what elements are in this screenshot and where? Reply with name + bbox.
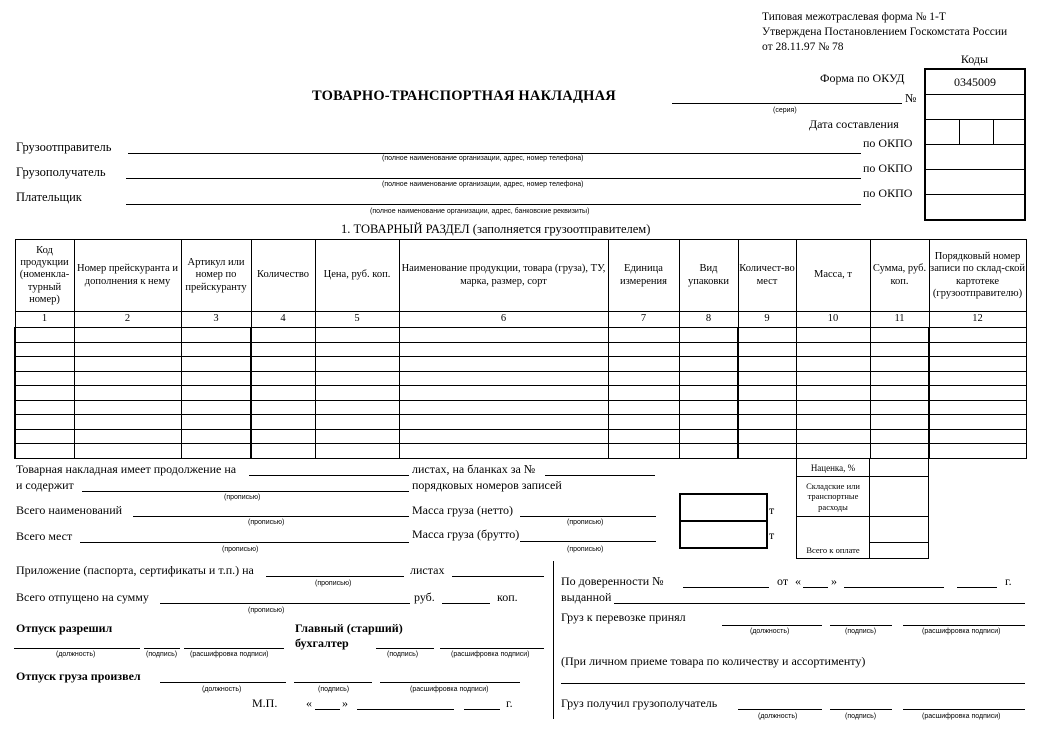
goods-cell[interactable]: [15, 415, 74, 430]
goods-cell[interactable]: [796, 386, 870, 401]
goods-cell[interactable]: [679, 444, 738, 459]
personal-label: (При личном приеме товара по количеству и ассортименту): [561, 654, 866, 668]
codes-title: Коды: [960, 52, 989, 66]
personal-line[interactable]: [561, 683, 1025, 684]
column-separator: [553, 561, 554, 719]
goods-cell[interactable]: [251, 429, 315, 444]
form-note-line1: Типовая межотраслевая форма № 1-Т: [762, 11, 946, 23]
total-released-label: Всего отпущено на сумму: [16, 590, 149, 604]
goods-cell[interactable]: [870, 357, 929, 372]
release-allowed-label: Отпуск разрешил: [16, 621, 113, 635]
goods-cell[interactable]: [796, 444, 870, 459]
goods-cell[interactable]: [870, 415, 929, 430]
goods-cell[interactable]: [181, 429, 251, 444]
received-name-hint: (расшифровка подписи): [922, 713, 1001, 720]
goods-cell[interactable]: [796, 415, 870, 430]
total-places-label: Всего мест: [16, 529, 73, 543]
goods-cell[interactable]: [74, 342, 181, 357]
received-position-hint: (должность): [758, 713, 798, 720]
chief-accountant-label: Главный (старший) бухгалтер: [295, 621, 403, 650]
markup-value[interactable]: [870, 459, 929, 477]
col-number-9: 9: [738, 312, 796, 328]
col-header-12: Порядковый номер записи по склад-ской картотеке (грузоотправителю): [929, 240, 1026, 312]
mass-box-divider: [681, 520, 766, 522]
col-header-4: Количество: [251, 240, 315, 312]
goods-cell[interactable]: [870, 429, 929, 444]
goods-cell[interactable]: [796, 328, 870, 343]
goods-cell[interactable]: [181, 357, 251, 372]
release-made-label: Отпуск груза произвел: [16, 669, 141, 683]
total-names-line[interactable]: [133, 516, 409, 517]
section-title: 1. ТОВАРНЫЙ РАЗДЕЛ (заполняется грузоотправителем): [341, 222, 651, 236]
totals-spacer: [797, 517, 870, 543]
goods-rows: [15, 328, 1026, 459]
release-allowed-name-hint: (расшифровка подписи): [190, 651, 269, 658]
contains-line[interactable]: [82, 491, 409, 492]
goods-cell[interactable]: [181, 415, 251, 430]
goods-cell[interactable]: [870, 444, 929, 459]
goods-cell[interactable]: [315, 357, 399, 372]
series-hint: (серия): [773, 107, 797, 114]
accepted-position-line[interactable]: [722, 625, 822, 626]
goods-row: [15, 429, 1026, 444]
goods-cell[interactable]: [608, 400, 679, 415]
goods-cell[interactable]: [15, 400, 74, 415]
release-allowed-name-line[interactable]: [184, 648, 284, 649]
goods-cell[interactable]: [608, 357, 679, 372]
goods-cell[interactable]: [181, 328, 251, 343]
col-header-10: Масса, т: [796, 240, 870, 312]
proxy-number-line[interactable]: [683, 587, 769, 588]
goods-cell[interactable]: [738, 400, 796, 415]
goods-cell[interactable]: [929, 400, 1026, 415]
goods-cell[interactable]: [679, 371, 738, 386]
okpo-consignee-cell[interactable]: [925, 170, 1025, 195]
goods-cell[interactable]: [679, 357, 738, 372]
goods-cell[interactable]: [929, 328, 1026, 343]
goods-cell[interactable]: [15, 444, 74, 459]
goods-row: [15, 357, 1026, 372]
date-label: Дата составления: [809, 117, 899, 131]
attachment-hint: (прописью): [315, 580, 352, 587]
accountant-sign-hint: (подпись): [387, 651, 419, 658]
goods-cell[interactable]: [15, 357, 74, 372]
goods-cell[interactable]: [738, 328, 796, 343]
goods-cell[interactable]: [251, 342, 315, 357]
goods-cell[interactable]: [608, 415, 679, 430]
goods-cell[interactable]: [315, 444, 399, 459]
goods-cell[interactable]: [738, 386, 796, 401]
col-header-2: Номер прейскуранта и дополнения к нему: [74, 240, 181, 312]
goods-cell[interactable]: [315, 429, 399, 444]
goods-cell[interactable]: [74, 444, 181, 459]
kop-line[interactable]: [442, 603, 490, 604]
goods-cell[interactable]: [181, 386, 251, 401]
goods-cell[interactable]: [399, 444, 608, 459]
accepted-position-hint: (должность): [750, 628, 790, 635]
okud-code[interactable]: 0345009: [925, 69, 1025, 95]
okpo-shipper-cell[interactable]: [925, 145, 1025, 170]
forms-number-line[interactable]: [545, 475, 655, 476]
goods-cell[interactable]: [74, 386, 181, 401]
col-number-4: 4: [251, 312, 315, 328]
issued-line[interactable]: [614, 603, 1025, 604]
goods-cell[interactable]: [399, 429, 608, 444]
goods-cell[interactable]: [608, 371, 679, 386]
goods-cell[interactable]: [738, 342, 796, 357]
consignee-label: Грузополучатель: [16, 165, 106, 179]
goods-cell[interactable]: [608, 328, 679, 343]
goods-cell[interactable]: [315, 386, 399, 401]
release-date-close: »: [342, 696, 348, 710]
accepted-sign-hint: (подпись): [845, 628, 877, 635]
date-year-cell[interactable]: [994, 120, 1026, 145]
goods-cell[interactable]: [15, 429, 74, 444]
date-month-cell[interactable]: [960, 120, 994, 145]
series-line[interactable]: [672, 103, 902, 104]
goods-cell[interactable]: [251, 400, 315, 415]
release-year-label: г.: [506, 696, 513, 710]
release-allowed-position-line[interactable]: [14, 648, 140, 649]
goods-cell[interactable]: [608, 429, 679, 444]
release-made-position-hint: (должность): [202, 686, 242, 693]
goods-cell[interactable]: [315, 342, 399, 357]
proxy-date-close: »: [831, 574, 837, 588]
goods-cell[interactable]: [796, 357, 870, 372]
goods-cell[interactable]: [315, 371, 399, 386]
doc-number-cell[interactable]: [925, 95, 1025, 120]
goods-cell[interactable]: [315, 415, 399, 430]
mass-gross-line[interactable]: [520, 541, 656, 542]
col-number-1: 1: [15, 312, 74, 328]
goods-cell[interactable]: [315, 328, 399, 343]
total-places-line[interactable]: [80, 542, 409, 543]
goods-row: [15, 386, 1026, 401]
goods-row: [15, 400, 1026, 415]
mass-net-label: Масса груза (нетто): [412, 503, 514, 517]
release-made-sign-hint: (подпись): [318, 686, 350, 693]
mass-net-line[interactable]: [520, 516, 656, 517]
goods-cell[interactable]: [399, 400, 608, 415]
goods-cell[interactable]: [181, 342, 251, 357]
goods-cell[interactable]: [738, 429, 796, 444]
goods-cell[interactable]: [870, 328, 929, 343]
markup-label: Наценка, %: [797, 459, 870, 477]
goods-cell[interactable]: [399, 371, 608, 386]
goods-cell[interactable]: [15, 371, 74, 386]
goods-cell[interactable]: [74, 328, 181, 343]
goods-cell[interactable]: [251, 415, 315, 430]
goods-cell[interactable]: [315, 400, 399, 415]
goods-cell[interactable]: [796, 429, 870, 444]
total-released-hint: (прописью): [248, 607, 285, 614]
goods-row: [15, 371, 1026, 386]
col-header-7: Единица измерения: [608, 240, 679, 312]
release-made-name-hint: (расшифровка подписи): [410, 686, 489, 693]
goods-cell[interactable]: [74, 371, 181, 386]
goods-cell[interactable]: [738, 371, 796, 386]
payer-hint: (полное наименование организации, адрес, банковские реквизиты): [370, 208, 590, 215]
goods-cell[interactable]: [251, 357, 315, 372]
total-names-hint: (прописью): [248, 519, 285, 526]
okud-label: Форма по ОКУД: [820, 71, 905, 85]
goods-row: [15, 328, 1026, 343]
release-made-position-line[interactable]: [160, 682, 286, 683]
release-allowed-sign-line[interactable]: [144, 648, 180, 649]
attachment-sheets-label: листах: [410, 563, 445, 577]
release-made-sign-line[interactable]: [294, 682, 372, 683]
to-pay-value[interactable]: [870, 543, 929, 559]
release-date-open: «: [306, 696, 312, 710]
goods-cell[interactable]: [74, 429, 181, 444]
proxy-year-label: г.: [1005, 574, 1012, 588]
release-made-name-line[interactable]: [380, 682, 520, 683]
goods-cell[interactable]: [929, 444, 1026, 459]
shipper-hint: (полное наименование организации, адрес, номер телефона): [382, 155, 584, 162]
proxy-label: По доверенности №: [561, 574, 664, 588]
col-header-9: Количест-во мест: [738, 240, 796, 312]
number-label: №: [905, 91, 917, 105]
document-title: ТОВАРНО-ТРАНСПОРТНАЯ НАКЛАДНАЯ: [312, 88, 616, 104]
goods-cell[interactable]: [399, 415, 608, 430]
okpo-payer-cell[interactable]: [925, 195, 1025, 221]
goods-row: [15, 444, 1026, 459]
proxy-date-open: «: [795, 574, 801, 588]
okpo-label-1: по ОКПО: [863, 136, 913, 150]
kop-label: коп.: [497, 590, 518, 604]
goods-cell[interactable]: [251, 386, 315, 401]
payer-line[interactable]: [126, 204, 861, 205]
goods-cell[interactable]: [181, 444, 251, 459]
stamp-label: М.П.: [252, 696, 278, 710]
col-number-6: 6: [399, 312, 608, 328]
codes-box: [924, 68, 1026, 221]
accountant-name-line[interactable]: [440, 648, 544, 649]
goods-cell[interactable]: [796, 400, 870, 415]
goods-cell[interactable]: [74, 415, 181, 430]
col-number-3: 3: [181, 312, 251, 328]
proxy-month-line[interactable]: [844, 587, 944, 588]
goods-cell[interactable]: [738, 415, 796, 430]
proxy-day-line[interactable]: [803, 587, 828, 588]
shipper-label: Грузоотправитель: [16, 140, 112, 154]
shipper-line[interactable]: [128, 153, 861, 154]
goods-cell[interactable]: [870, 371, 929, 386]
continuation-line[interactable]: [249, 475, 409, 476]
total-places-hint: (прописью): [222, 546, 259, 553]
col-header-5: Цена, руб. коп.: [315, 240, 399, 312]
goods-cell[interactable]: [929, 357, 1026, 372]
goods-cell[interactable]: [796, 371, 870, 386]
col-number-8: 8: [679, 312, 738, 328]
attachment-sheets-line[interactable]: [452, 576, 544, 577]
goods-cell[interactable]: [679, 429, 738, 444]
goods-cell[interactable]: [679, 400, 738, 415]
release-allowed-position-hint: (должность): [56, 651, 96, 658]
goods-cell[interactable]: [74, 357, 181, 372]
mass-gross-label: Масса груза (брутто): [412, 527, 520, 541]
goods-cell[interactable]: [929, 342, 1026, 357]
col-header-3: Артикул или номер по прейскуранту: [181, 240, 251, 312]
accepted-label: Груз к перевозке принял: [561, 610, 686, 624]
form-note-line2: Утверждена Постановлением Госкомстата России: [762, 26, 1008, 38]
total-names-label: Всего наименований: [16, 503, 123, 517]
received-label: Груз получил грузополучатель: [561, 696, 718, 710]
totals-box: [796, 458, 929, 559]
consignee-hint: (полное наименование организации, адрес, номер телефона): [382, 181, 584, 188]
mass-net-unit: т: [769, 503, 775, 517]
mass-box: [679, 493, 768, 549]
goods-cell[interactable]: [399, 328, 608, 343]
form-note: [762, 10, 1027, 55]
goods-cell[interactable]: [929, 415, 1026, 430]
continuation-label: Товарная накладная имеет продолжение на: [16, 462, 237, 476]
serial-records-label: порядковых номеров записей: [412, 478, 562, 492]
goods-cell[interactable]: [679, 415, 738, 430]
goods-row: [15, 415, 1026, 430]
release-month-line[interactable]: [357, 709, 454, 710]
goods-cell[interactable]: [251, 371, 315, 386]
goods-cell[interactable]: [608, 342, 679, 357]
goods-cell[interactable]: [399, 342, 608, 357]
mass-gross-hint: (прописью): [567, 546, 604, 553]
form-note-line3: от 28.11.97 № 78: [762, 41, 844, 53]
received-position-line[interactable]: [738, 709, 822, 710]
attachment-label: Приложение (паспорта, сертификаты и т.п.) на: [16, 563, 254, 577]
release-day-line[interactable]: [315, 709, 340, 710]
goods-cell[interactable]: [15, 342, 74, 357]
okpo-label-2: по ОКПО: [863, 161, 913, 175]
rub-label: руб.: [414, 590, 435, 604]
mass-gross-unit: т: [769, 528, 775, 542]
col-header-1: Код продукции (номенкла-турный номер): [15, 240, 74, 312]
contains-label: и содержит: [16, 478, 74, 492]
release-year-line[interactable]: [464, 709, 500, 710]
accepted-name-line[interactable]: [903, 625, 1025, 626]
col-number-7: 7: [608, 312, 679, 328]
goods-cell[interactable]: [796, 342, 870, 357]
goods-cell[interactable]: [929, 371, 1026, 386]
goods-table: [14, 239, 1027, 459]
goods-cell[interactable]: [608, 386, 679, 401]
release-allowed-sign-hint: (подпись): [146, 651, 178, 658]
col-header-11: Сумма, руб. коп.: [870, 240, 929, 312]
accountant-sign-line[interactable]: [376, 648, 434, 649]
goods-cell[interactable]: [399, 357, 608, 372]
goods-cell[interactable]: [74, 400, 181, 415]
goods-cell[interactable]: [738, 357, 796, 372]
goods-cell[interactable]: [679, 328, 738, 343]
warehouse-label: Складские или транспортные расходы: [797, 477, 870, 517]
attachment-line[interactable]: [266, 576, 404, 577]
col-header-8: Вид упаковки: [679, 240, 738, 312]
goods-cell[interactable]: [608, 444, 679, 459]
goods-cell[interactable]: [251, 328, 315, 343]
to-pay-label: Всего к оплате: [797, 543, 870, 559]
proxy-year-line[interactable]: [957, 587, 997, 588]
col-header-6: Наименование продукции, товара (груза), ТУ, марка, размер, сорт: [399, 240, 608, 312]
received-sign-line[interactable]: [830, 709, 892, 710]
date-day-cell[interactable]: [925, 120, 960, 145]
accountant-name-hint: (расшифровка подписи): [451, 651, 530, 658]
total-released-line[interactable]: [160, 603, 410, 604]
payer-label: Плательщик: [16, 190, 82, 204]
accepted-sign-line[interactable]: [830, 625, 892, 626]
goods-cell[interactable]: [15, 386, 74, 401]
accepted-name-hint: (расшифровка подписи): [922, 628, 1001, 635]
warehouse-value[interactable]: [870, 477, 929, 517]
col-number-10: 10: [796, 312, 870, 328]
issued-label: выданной: [561, 590, 612, 604]
received-sign-hint: (подпись): [845, 713, 877, 720]
received-name-line[interactable]: [903, 709, 1025, 710]
goods-cell[interactable]: [181, 371, 251, 386]
mass-net-hint: (прописью): [567, 519, 604, 526]
sheets-forms-label: листах, на бланках за №: [412, 462, 536, 476]
contains-hint: (прописью): [224, 494, 261, 501]
goods-cell[interactable]: [929, 429, 1026, 444]
totals-spacer-value[interactable]: [870, 517, 929, 543]
okpo-label-3: по ОКПО: [863, 186, 913, 200]
col-number-5: 5: [315, 312, 399, 328]
goods-cell[interactable]: [738, 444, 796, 459]
goods-cell[interactable]: [870, 400, 929, 415]
consignee-line[interactable]: [126, 178, 861, 179]
goods-cell[interactable]: [399, 386, 608, 401]
goods-cell[interactable]: [679, 386, 738, 401]
col-number-2: 2: [74, 312, 181, 328]
goods-cell[interactable]: [679, 342, 738, 357]
goods-cell[interactable]: [870, 342, 929, 357]
col-number-11: 11: [870, 312, 929, 328]
goods-cell[interactable]: [870, 386, 929, 401]
col-number-12: 12: [929, 312, 1026, 328]
goods-cell[interactable]: [181, 400, 251, 415]
goods-cell[interactable]: [15, 328, 74, 343]
goods-cell[interactable]: [929, 386, 1026, 401]
goods-row: [15, 342, 1026, 357]
goods-cell[interactable]: [251, 444, 315, 459]
proxy-from-label: от: [777, 574, 789, 588]
